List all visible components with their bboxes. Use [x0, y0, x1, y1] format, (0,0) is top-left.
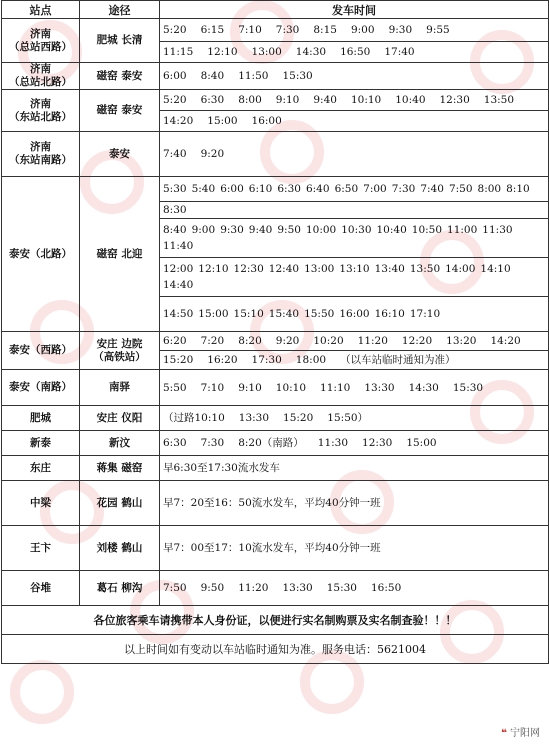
- route-cell: [80, 526, 160, 571]
- departure-time: 8:00: [477, 183, 502, 195]
- departure-time: 7:40: [163, 148, 187, 160]
- departure-time: 5:30: [163, 183, 187, 195]
- departure-time: 9:40: [313, 94, 337, 106]
- departure-time: 15:00: [406, 437, 437, 449]
- times-cell: [160, 351, 549, 370]
- departure-time: 11:30: [482, 224, 513, 236]
- departure-time: 15:30: [326, 582, 357, 594]
- header-times: 发车时间: [160, 1, 549, 19]
- table-row: [2, 406, 549, 431]
- times-cell: [160, 297, 549, 332]
- times-cell: [160, 526, 549, 571]
- watermark-stamp: [10, 660, 74, 724]
- departure-time: 10:10: [275, 381, 307, 394]
- departure-time: 5:50: [163, 381, 187, 394]
- station-label: 济南: [30, 97, 51, 110]
- station-cell: [2, 63, 80, 90]
- station-label: （总站北路）: [9, 76, 72, 88]
- station-label: 济南: [30, 63, 51, 75]
- site-logo: [498, 723, 543, 740]
- departure-time: 8:10: [506, 183, 530, 195]
- departure-time: （过路10:10: [163, 412, 225, 424]
- schedule-body: [2, 19, 549, 606]
- departure-time: 9:10: [275, 94, 300, 106]
- route-label: 新汶: [109, 436, 130, 449]
- departure-time: 11:10: [320, 381, 351, 394]
- station-cell: [2, 406, 80, 431]
- chat-bubble-icon: ❝: [500, 728, 507, 739]
- departure-time: 8:15: [313, 24, 337, 36]
- times-cell: [160, 258, 549, 297]
- station-label: 泰安（西路）: [9, 344, 72, 356]
- route-label: 安庄 边院: [96, 337, 143, 350]
- station-label: 王卞: [30, 541, 51, 554]
- route-label: 蒋集 磁窑: [96, 461, 143, 474]
- departure-time: 13:30: [364, 381, 395, 394]
- departure-time: 14:10: [480, 263, 511, 275]
- departure-time: 12:00: [163, 263, 194, 275]
- table-row: [2, 332, 549, 351]
- departure-time: 9:10: [238, 381, 262, 394]
- departure-time: 7:40: [420, 183, 444, 195]
- departure-time: 10:00: [305, 224, 337, 236]
- route-cell: [80, 177, 160, 332]
- departure-time: 13:40: [374, 263, 405, 275]
- departure-time: 16:50: [340, 46, 371, 58]
- route-cell: [80, 456, 160, 481]
- station-label: 新泰: [30, 436, 51, 449]
- departure-time: 6:15: [200, 24, 225, 36]
- departure-time: 14:20: [163, 115, 194, 127]
- route-label: 肥城 长清: [96, 34, 143, 46]
- departure-time: 5:20: [163, 94, 187, 106]
- departure-time: 13:30: [282, 582, 313, 594]
- header-row: [2, 1, 549, 19]
- route-label: 磁窑 泰安: [96, 104, 143, 116]
- departure-time: 8:40: [163, 224, 187, 236]
- departure-time: 6:40: [305, 183, 330, 195]
- departure-time: 9:50: [200, 582, 225, 594]
- departure-time: 12:20: [401, 335, 433, 347]
- departure-time: 11:15: [163, 46, 194, 58]
- departure-time: 14:40: [163, 279, 194, 291]
- header-station: 站点: [2, 1, 80, 19]
- times-cell: [160, 571, 549, 606]
- station-label: 肥城: [30, 411, 51, 424]
- station-cell: [2, 370, 80, 406]
- times-cell: [160, 332, 549, 351]
- change-notice: 以上时间如有变动以车站临时通知为准。服务电话：5621004: [2, 635, 549, 664]
- departure-time: 7:30: [275, 24, 300, 36]
- departure-time: 16:10: [374, 308, 405, 320]
- departure-time: 10:50: [411, 224, 443, 236]
- departure-time: 13:50: [409, 263, 441, 275]
- departure-time: 17:40: [384, 46, 415, 58]
- table-row: [2, 19, 549, 42]
- station-label: 泰安（南路）: [9, 381, 72, 393]
- notice-row: [2, 606, 549, 635]
- departure-time: 9:00: [191, 224, 216, 236]
- departure-time: 9:55: [426, 24, 450, 36]
- route-cell: [80, 481, 160, 526]
- station-cell: [2, 332, 80, 370]
- id-notice: 各位旅客乘车请携带本人身份证，以便进行实名制购票及实名制查验！！！: [2, 606, 549, 635]
- departure-time: 7:20: [200, 335, 225, 347]
- departure-time: 15:50: [304, 308, 335, 320]
- departure-time: 9:30: [220, 224, 244, 236]
- times-cell: [160, 219, 549, 258]
- departure-time: 14:30: [408, 381, 439, 394]
- route-cell: [80, 19, 160, 63]
- departure-time: 12:10: [207, 46, 238, 58]
- departure-time: 15:10: [233, 308, 264, 320]
- departure-time: 15:00: [198, 308, 229, 320]
- departure-time: 9:20: [275, 335, 300, 347]
- table-row: [2, 431, 549, 456]
- station-cell: [2, 526, 80, 571]
- times-cell: [160, 132, 549, 177]
- departure-time: 6:30: [200, 94, 225, 106]
- departure-time: 14:30: [295, 46, 327, 58]
- departure-time: 13:00: [304, 263, 335, 275]
- route-cell: [80, 63, 160, 90]
- departure-time: 16:00: [339, 308, 370, 320]
- departure-time: 15:40: [268, 308, 300, 320]
- departure-time: 早6:30至17:30流水发车: [163, 462, 280, 474]
- times-cell: [160, 111, 549, 132]
- departure-time: 7:10: [238, 24, 262, 36]
- departure-time: 9:00: [350, 24, 375, 36]
- route-cell: [80, 431, 160, 456]
- departure-time: 16:20: [207, 354, 238, 366]
- route-label: 泰安: [109, 147, 130, 160]
- route-label: （高铁站）: [93, 350, 146, 363]
- table-row: [2, 63, 549, 90]
- station-label: 中梁: [30, 496, 51, 509]
- departure-time: 7:50: [163, 582, 187, 594]
- route-label: 刘楼 鹤山: [96, 541, 143, 554]
- route-label: 花园 鹤山: [96, 496, 143, 509]
- table-row: [2, 571, 549, 606]
- times-cell: [160, 456, 549, 481]
- departure-time: 12:10: [198, 263, 229, 275]
- departure-time: 14:20: [490, 335, 521, 347]
- logo-text: 宁阳网: [510, 728, 540, 739]
- times-cell: [160, 202, 549, 219]
- departure-time: 18:00: [295, 354, 327, 366]
- station-label: 济南: [30, 141, 51, 153]
- departure-time: 9:40: [248, 224, 273, 236]
- departure-time: 10:40: [395, 94, 426, 106]
- station-cell: [2, 431, 80, 456]
- route-cell: [80, 370, 160, 406]
- table-row: [2, 132, 549, 177]
- departure-time: 16:00: [251, 115, 282, 127]
- station-cell: [2, 456, 80, 481]
- route-label: 安庄 仪阳: [96, 411, 143, 424]
- table-row: [2, 90, 549, 111]
- departure-time: 10:30: [341, 224, 372, 236]
- departure-time: 17:10: [409, 308, 441, 320]
- departure-time: 15:20: [163, 354, 194, 366]
- table-row: [2, 456, 549, 481]
- departure-time: 8:30: [163, 204, 187, 216]
- departure-time: 6:20: [163, 335, 187, 347]
- route-cell: [80, 332, 160, 370]
- table-row: [2, 370, 549, 406]
- route-label: 磁窑 泰安: [96, 69, 143, 82]
- station-cell: [2, 90, 80, 132]
- bus-schedule-table: [1, 0, 549, 664]
- times-cell: [160, 370, 549, 406]
- departure-time: 早7：20至16：50流水发车，平均40分钟一班: [163, 497, 381, 509]
- departure-time: 12:30: [439, 94, 470, 106]
- station-label: 谷堆: [30, 581, 51, 594]
- departure-time: 15:50）: [327, 412, 369, 424]
- station-cell: [2, 132, 80, 177]
- times-cell: [160, 19, 549, 42]
- departure-time: 6:50: [334, 183, 359, 195]
- departure-time: 7:00: [363, 183, 387, 195]
- departure-time: 7:50: [448, 183, 473, 195]
- departure-time: 9:30: [388, 24, 413, 36]
- departure-time: 8:20（南路）: [238, 437, 304, 449]
- departure-time: 早7：00至17：10流水发车，平均40分钟一班: [163, 542, 381, 554]
- departure-time: 11:30: [317, 437, 349, 449]
- station-cell: [2, 571, 80, 606]
- table-row: [2, 177, 549, 202]
- route-cell: [80, 406, 160, 431]
- station-cell: [2, 177, 80, 332]
- departure-time: 6:10: [248, 183, 273, 195]
- route-cell: [80, 90, 160, 132]
- departure-time: 11:00: [447, 224, 478, 236]
- times-cell: [160, 481, 549, 526]
- station-label: 东庄: [30, 461, 51, 474]
- departure-time: 13:50: [483, 94, 515, 106]
- route-label: 南驿: [109, 381, 130, 393]
- route-label: 磁窑 北迎: [96, 247, 143, 260]
- times-cell: [160, 63, 549, 90]
- times-cell: [160, 431, 549, 456]
- departure-time: （以车站临时通知为准）: [340, 354, 456, 366]
- departure-time: 7:30: [200, 437, 225, 449]
- station-label: 济南: [30, 27, 51, 40]
- departure-time: 11:20: [238, 582, 269, 594]
- departure-time: 10:10: [350, 94, 382, 106]
- departure-time: 11:20: [357, 335, 388, 347]
- departure-time: 7:30: [391, 183, 416, 195]
- departure-time: 15:30: [452, 381, 484, 394]
- departure-time: 15:00: [207, 115, 238, 127]
- departure-time: 11:50: [238, 70, 269, 82]
- times-cell: [160, 406, 549, 431]
- route-cell: [80, 571, 160, 606]
- station-label: （东站南路）: [9, 154, 72, 166]
- departure-time: 5:40: [191, 183, 216, 195]
- departure-time: 13:10: [339, 263, 370, 275]
- departure-time: 12:30: [362, 437, 393, 449]
- departure-time: 6:30: [163, 437, 187, 449]
- departure-time: 13:20: [446, 335, 477, 347]
- table-row: [2, 526, 549, 571]
- departure-time: 12:40: [268, 263, 300, 275]
- departure-time: 6:00: [163, 70, 187, 82]
- times-cell: [160, 42, 549, 63]
- times-cell: [160, 90, 549, 111]
- departure-time: 15:20: [283, 412, 314, 424]
- departure-time: 9:50: [277, 224, 301, 236]
- station-label: （东站北路）: [9, 110, 72, 123]
- route-label: 葛石 柳沟: [96, 581, 143, 594]
- departure-time: 14:00: [445, 263, 476, 275]
- notice-row: [2, 635, 549, 664]
- station-cell: [2, 481, 80, 526]
- departure-time: 5:20: [163, 24, 187, 36]
- departure-time: 11:40: [163, 240, 194, 252]
- times-cell: [160, 177, 549, 202]
- departure-time: 13:30: [238, 412, 270, 424]
- station-label: 泰安（北路）: [9, 247, 72, 260]
- departure-time: 16:50: [370, 582, 402, 594]
- departure-time: 15:30: [282, 70, 313, 82]
- departure-time: 13:00: [251, 46, 282, 58]
- table-row: [2, 481, 549, 526]
- route-cell: [80, 132, 160, 177]
- departure-time: 9:20: [200, 148, 225, 160]
- departure-time: 8:20: [238, 335, 262, 347]
- header-route: 途径: [80, 1, 160, 19]
- departure-time: 12:30: [233, 263, 264, 275]
- departure-time: 17:30: [251, 354, 282, 366]
- departure-time: 8:40: [200, 70, 225, 82]
- departure-time: 10:20: [313, 335, 344, 347]
- departure-time: 10:40: [376, 224, 407, 236]
- departure-time: 8:00: [238, 94, 262, 106]
- departure-time: 6:00: [220, 183, 244, 195]
- departure-time: 6:30: [277, 183, 301, 195]
- station-label: （总站西路）: [9, 40, 72, 53]
- departure-time: 14:50: [163, 308, 194, 320]
- station-cell: [2, 19, 80, 63]
- departure-time: 7:10: [200, 381, 225, 394]
